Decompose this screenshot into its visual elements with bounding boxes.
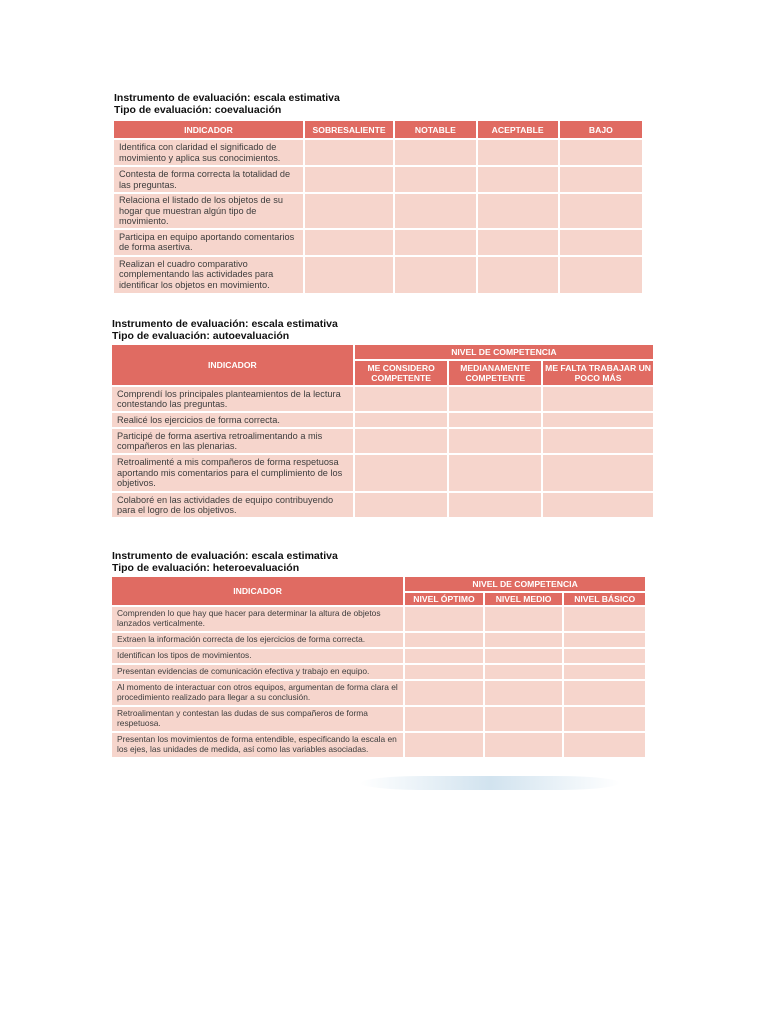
coevaluation-section [114,92,644,295]
header-nivel-competencia: NIVEL DE COMPETENCIA [355,345,653,359]
heteroevaluation-section [112,550,648,759]
header-indicador: INDICADOR [114,121,303,138]
rating-cell[interactable] [485,607,563,631]
section-title: Instrumento de evaluación: escala estimativa [114,92,340,104]
table-row [112,607,645,631]
rating-cell[interactable] [405,607,483,631]
table-row [114,167,642,192]
rating-cell[interactable] [543,493,653,517]
header-indicador: INDICADOR [112,577,403,605]
rating-cell[interactable] [564,707,645,731]
indicator-cell: Presentan evidencias de comunicación efectiva y trabajo en equipo. [112,665,403,679]
table-row [112,681,645,705]
section-subtitle: Tipo de evaluación: coevaluación [114,104,282,116]
section-title: Instrumento de evaluación: escala estimativa [112,550,338,562]
rating-cell[interactable] [449,455,541,491]
header-aceptable: ACEPTABLE [478,121,558,138]
indicator-cell: Realicé los ejercicios de forma correcta. [112,413,353,427]
rating-cell[interactable] [564,733,645,757]
coevaluation-table [112,119,644,295]
header-bajo: BAJO [560,121,642,138]
rating-cell[interactable] [485,665,563,679]
rating-cell[interactable] [405,665,483,679]
table-row [112,387,653,411]
table-header-row [112,345,653,359]
rating-cell[interactable] [478,167,558,192]
indicator-cell: Participa en equipo aportando comentarios de forma asertiva. [114,230,303,255]
rating-cell[interactable] [485,707,563,731]
indicator-cell: Identifica con claridad el significado de movimiento y aplica sus conocimientos. [114,140,303,165]
table-row [114,140,642,165]
header-sobresaliente: SOBRESALIENTE [305,121,393,138]
rating-cell[interactable] [305,140,393,165]
rating-cell[interactable] [449,413,541,427]
table-row [112,633,645,647]
rating-cell[interactable] [478,194,558,228]
rating-cell[interactable] [485,649,563,663]
rating-cell[interactable] [405,733,483,757]
section-subtitle: Tipo de evaluación: heteroevaluación [112,562,300,574]
header-nivel-medio: NIVEL MEDIO [485,593,563,605]
rating-cell[interactable] [564,649,645,663]
rating-cell[interactable] [355,455,448,491]
autoevaluation-section [112,318,656,519]
rating-cell[interactable] [305,167,393,192]
table-row [112,707,645,731]
table-row [112,455,653,491]
rating-cell[interactable] [355,413,448,427]
rating-cell[interactable] [355,493,448,517]
rating-cell[interactable] [405,707,483,731]
indicator-cell: Al momento de interactuar con otros equipos, argumentan de forma clara el procedimiento realizado para llegar a su conclusión. [112,681,403,705]
rating-cell[interactable] [305,194,393,228]
rating-cell[interactable] [543,429,653,453]
rating-cell[interactable] [543,387,653,411]
rating-cell[interactable] [449,429,541,453]
rating-cell[interactable] [564,665,645,679]
table-row [112,665,645,679]
indicator-cell: Identifican los tipos de movimientos. [112,649,403,663]
indicator-cell: Retroalimenté a mis compañeros de forma respetuosa aportando mis comentarios para el cumplimiento de los objetivos. [112,455,353,491]
table-header-row [112,577,645,591]
rating-cell[interactable] [485,681,563,705]
heteroevaluation-table [110,575,647,759]
section-title: Instrumento de evaluación: escala estimativa [112,318,338,330]
rating-cell[interactable] [543,455,653,491]
rating-cell[interactable] [395,167,475,192]
table-row [112,413,653,427]
indicator-cell: Relaciona el listado de los objetos de su hogar que muestran algún tipo de movimiento. [114,194,303,228]
header-nivel-optimo: NIVEL ÓPTIMO [405,593,483,605]
table-row [112,733,645,757]
rating-cell[interactable] [560,257,642,293]
rating-cell[interactable] [560,194,642,228]
indicator-cell: Comprendí los principales planteamientos de la lectura contestando las preguntas. [112,387,353,411]
indicator-cell: Extraen la información correcta de los ejercicios de forma correcta. [112,633,403,647]
rating-cell[interactable] [485,633,563,647]
indicator-cell: Contesta de forma correcta la totalidad de las preguntas. [114,167,303,192]
table-row [114,230,642,255]
rating-cell[interactable] [564,607,645,631]
rating-cell[interactable] [405,633,483,647]
indicator-cell: Colaboré en las actividades de equipo contribuyendo para el logro de los objetivos. [112,493,353,517]
header-nivel-basico: NIVEL BÁSICO [564,593,645,605]
rating-cell[interactable] [395,230,475,255]
rating-cell[interactable] [560,230,642,255]
rating-cell[interactable] [478,257,558,293]
header-nivel-competencia: NIVEL DE COMPETENCIA [405,577,645,591]
rating-cell[interactable] [564,633,645,647]
indicator-cell: Retroalimentan y contestan las dudas de sus compañeros de forma respetuosa. [112,707,403,731]
decorative-swoosh [360,776,620,790]
header-notable: NOTABLE [395,121,475,138]
rating-cell[interactable] [449,493,541,517]
rating-cell[interactable] [564,681,645,705]
indicator-cell: Presentan los movimientos de forma entendible, especificando la escala en los ejes, las unidades de medida, así como las variables asociadas. [112,733,403,757]
table-row [112,429,653,453]
table-header-row [114,121,642,138]
header-me-falta-trabajar: ME FALTA TRABAJAR UN POCO MÁS [543,361,653,385]
indicator-cell: Realizan el cuadro comparativo complementando las actividades para identificar los objetos en movimiento. [114,257,303,293]
table-row [112,649,645,663]
rating-cell[interactable] [478,140,558,165]
indicator-cell: Comprenden lo que hay que hacer para determinar la altura de objetos lanzados verticalmente. [112,607,403,631]
rating-cell[interactable] [485,733,563,757]
rating-cell[interactable] [405,681,483,705]
header-indicador: INDICADOR [112,345,353,385]
rating-cell[interactable] [305,257,393,293]
indicator-cell: Participé de forma asertiva retroalimentando a mis compañeros en las plenarias. [112,429,353,453]
rating-cell[interactable] [305,230,393,255]
rating-cell[interactable] [560,140,642,165]
header-me-considero-competente: ME CONSIDERO COMPETENTE [355,361,448,385]
table-row [114,257,642,293]
table-row [112,493,653,517]
rating-cell[interactable] [449,387,541,411]
rating-cell[interactable] [395,194,475,228]
table-row [114,194,642,228]
rating-cell[interactable] [543,413,653,427]
rating-cell[interactable] [355,387,448,411]
rating-cell[interactable] [405,649,483,663]
autoevaluation-table [110,343,655,519]
rating-cell[interactable] [395,140,475,165]
rating-cell[interactable] [560,167,642,192]
header-medianamente-competente: MEDIANAMENTE COMPETENTE [449,361,541,385]
rating-cell[interactable] [395,257,475,293]
rating-cell[interactable] [478,230,558,255]
rating-cell[interactable] [355,429,448,453]
section-subtitle: Tipo de evaluación: autoevaluación [112,330,290,342]
